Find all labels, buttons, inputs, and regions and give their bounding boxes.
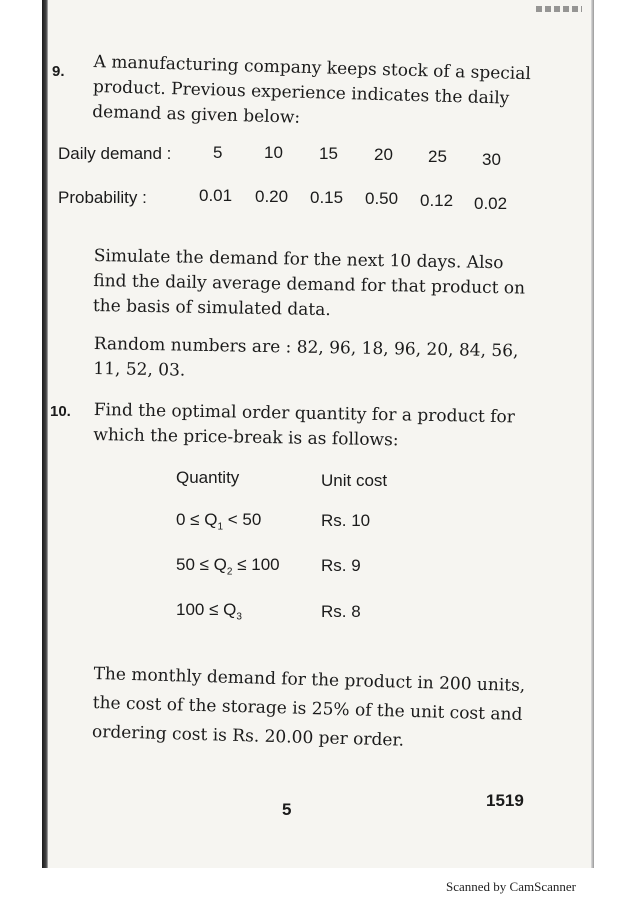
question-9-simulate	[93, 244, 564, 327]
page-number: 5	[282, 800, 292, 819]
question-9-number: 9.	[52, 63, 65, 80]
q10-closing-line: the cost of the storage is 25% of the unit cost and	[92, 692, 523, 725]
probability-value: 0.02	[474, 194, 508, 213]
demand-label: Daily demand :	[58, 144, 172, 163]
scanned-page	[42, 0, 594, 868]
corner-marking	[536, 6, 582, 12]
unit-cost: Rs. 10	[321, 511, 371, 530]
demand-value: 10	[264, 143, 283, 162]
q9-random-line: Random numbers are : 82, 96, 18, 96, 20, 84, 56,	[93, 333, 519, 362]
quantity-range: $50 \le Q_2 \le 100$	[176, 555, 280, 578]
probability-value: 0.50	[365, 189, 399, 208]
probability-value: 0.20	[255, 187, 289, 206]
q9-simulate-line: the basis of simulated data.	[92, 295, 331, 321]
question-10-closing	[92, 660, 564, 760]
q9-intro-line: demand as given below:	[91, 101, 301, 128]
quantity-column-header: Quantity	[176, 468, 240, 487]
demand-value: 15	[319, 144, 338, 163]
probability-value: 0.15	[310, 188, 344, 207]
unit-cost: Rs. 8	[321, 602, 361, 621]
quantity-range: $100 \le Q_3$	[176, 600, 242, 623]
probability-value: 0.12	[420, 191, 454, 210]
demand-value: 5	[213, 143, 223, 162]
q10-closing-line: ordering cost is Rs. 20.00 per order.	[91, 721, 405, 751]
probability-label: Probability :	[58, 188, 147, 207]
demand-value: 20	[374, 145, 393, 164]
q9-random-line: 11, 52, 03.	[93, 358, 186, 381]
q9-intro-line: A manufacturing company keeps stock of a special	[93, 51, 532, 85]
probability-value: 0.01	[199, 186, 233, 205]
question-10-intro	[93, 398, 564, 456]
q10-closing-line: The monthly demand for the product in 200 units,	[93, 663, 526, 697]
demand-value: 25	[428, 147, 447, 166]
unit-cost: Rs. 9	[321, 556, 361, 575]
question-10-number: 10.	[50, 403, 71, 420]
page-code: 1519	[486, 791, 524, 810]
q10-intro-line: which the price-break is as follows:	[93, 424, 399, 451]
question-9-intro	[92, 50, 564, 138]
question-9-random-numbers	[93, 332, 564, 390]
unit-cost-column-header: Unit cost	[321, 471, 388, 490]
q9-simulate-line: find the daily average demand for that product on	[93, 270, 526, 299]
demand-value: 30	[482, 150, 501, 169]
quantity-range: $0 \le Q_1 < 50$	[176, 510, 262, 533]
page-spine-shadow	[42, 0, 48, 868]
page-edge-shadow	[591, 0, 594, 868]
q9-simulate-line: Simulate the demand for the next 10 days. Also	[93, 245, 504, 274]
scanner-watermark: Scanned by CamScanner	[446, 879, 576, 894]
q10-intro-line: Find the optimal order quantity for a product for	[93, 399, 516, 428]
q9-intro-line: product. Previous experience indicates the daily	[92, 76, 510, 109]
